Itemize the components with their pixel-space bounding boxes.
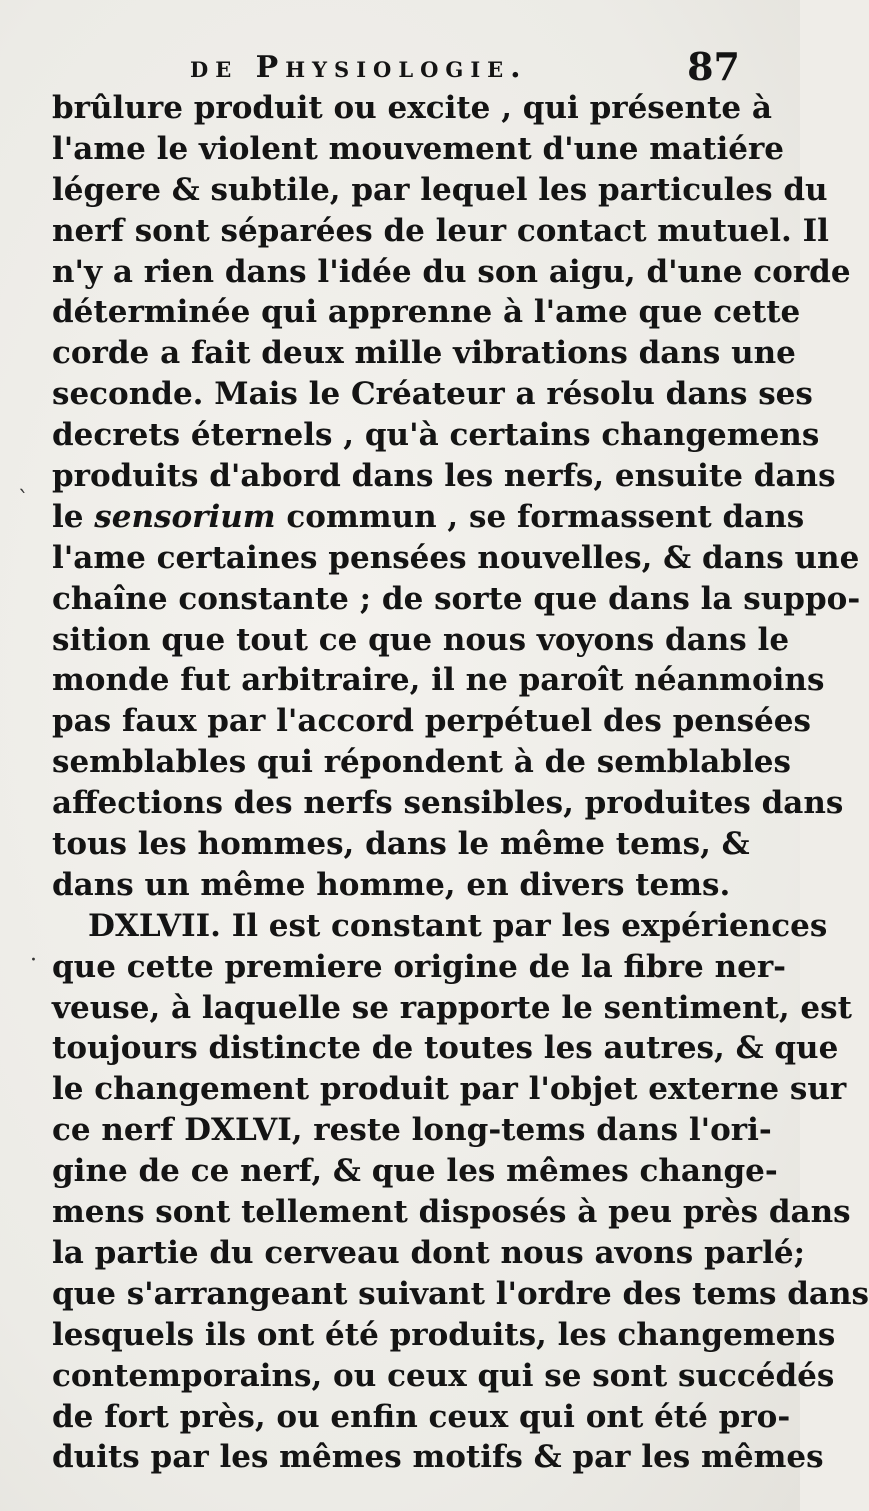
text-line: pas faux par l'accord perpétuel des pensées xyxy=(52,703,811,740)
text-line: de fort près, ou enfin ceux qui ont été pro- xyxy=(52,1398,791,1435)
page-header xyxy=(52,44,760,90)
text-line: dans un même homme, en divers tems. xyxy=(52,866,731,903)
text-line: affections des nerfs sensibles, produites dans xyxy=(52,785,844,822)
text-line: déterminée qui apprenne à l'ame que cette xyxy=(52,294,801,331)
text-line: duits par les mêmes motifs & par les mêmes xyxy=(52,1439,824,1476)
text-line: seconde. Mais le Créateur a résolu dans ses xyxy=(52,376,813,413)
body-text xyxy=(52,88,869,1478)
running-title: de Physiologie. xyxy=(190,50,528,85)
text-line: légere & subtile, par lequel les particules du xyxy=(52,171,828,208)
text-line: lesquels ils ont été produits, les changemens xyxy=(52,1316,836,1353)
text-line: l'ame certaines pensées nouvelles, & dans une xyxy=(52,539,860,576)
paragraph-start: DXLVII. Il est constant par les expériences xyxy=(88,907,828,944)
text-fragment: commun , se formassent dans xyxy=(275,498,805,535)
text-line: produits d'abord dans les nerfs, ensuite dans xyxy=(52,458,836,495)
text-line: tous les hommes, dans le même tems, & xyxy=(52,826,750,863)
italic-term: sensorium xyxy=(94,498,276,535)
text-line: veuse, à laquelle se rapporte le sentiment, est xyxy=(52,989,852,1026)
text-line: le changement produit par l'objet externe sur xyxy=(52,1071,847,1108)
text-line: monde fut arbitraire, il ne paroît néanmoins xyxy=(52,662,825,699)
text-line: la partie du cerveau dont nous avons parlé; xyxy=(52,1234,806,1271)
margin-dot: · xyxy=(30,948,37,973)
text-line: ce nerf DXLVI, reste long-tems dans l'ori- xyxy=(52,1112,772,1149)
text-line: contemporains, ou ceux qui se sont succédés xyxy=(52,1357,835,1394)
text-line: gine de ce nerf, & que les mêmes change- xyxy=(52,1153,778,1190)
text-line: toujours distincte de toutes les autres, & que xyxy=(52,1030,839,1067)
text-line: n'y a rien dans l'idée du son aigu, d'une corde xyxy=(52,253,851,290)
text-line: l'ame le violent mouvement d'une matiére xyxy=(52,130,785,167)
margin-mark: ˋ xyxy=(18,488,29,513)
text-line xyxy=(52,497,805,538)
text-line: mens sont tellement disposés à peu près dans xyxy=(52,1194,851,1231)
text-fragment: le xyxy=(52,498,95,535)
text-line: chaîne constante ; de sorte que dans la suppo- xyxy=(52,580,861,617)
text-line: semblables qui répondent à de semblables xyxy=(52,744,791,781)
text-line: brûlure produit ou excite , qui présente à xyxy=(52,90,772,126)
text-line: que s'arrangeant suivant l'ordre des tems dans xyxy=(52,1275,869,1312)
page-number: 87 xyxy=(687,44,740,89)
text-line: corde a fait deux mille vibrations dans une xyxy=(52,335,796,372)
text-line: nerf sont séparées de leur contact mutuel. Il xyxy=(52,212,829,249)
text-line: sition que tout ce que nous voyons dans le xyxy=(52,621,790,658)
text-line: que cette premiere origine de la fibre ner- xyxy=(52,948,787,985)
text-line: decrets éternels , qu'à certains changemens xyxy=(52,417,820,454)
